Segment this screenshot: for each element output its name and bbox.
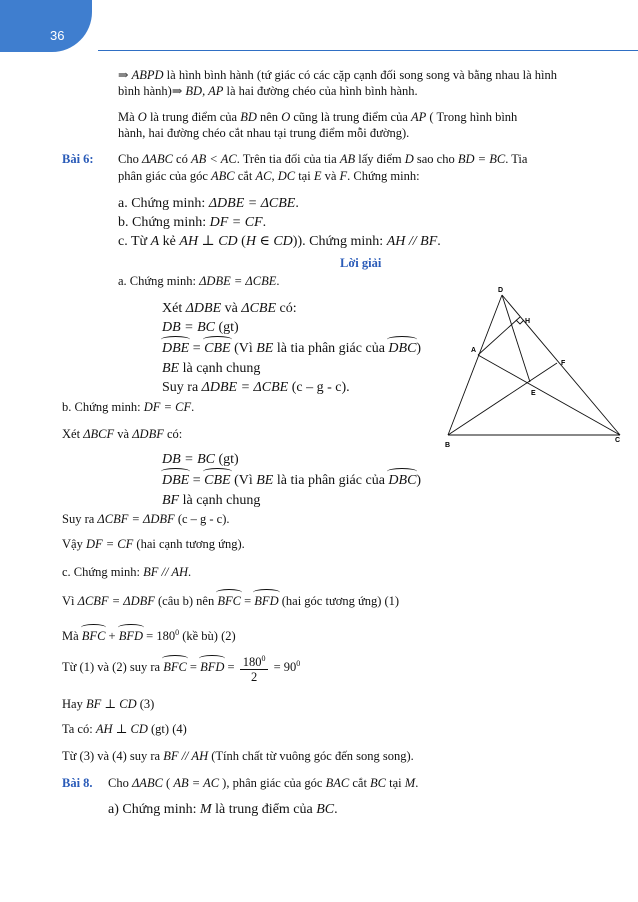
solution-b-consider: Xét ΔBCF và ΔDBF có: [62, 427, 183, 441]
solution-a-consider: Xét ΔDBE và ΔCBE có: [162, 301, 297, 316]
label-C: C [615, 437, 621, 444]
solution-part-c-heading: c. Chứng minh: BF // AH. [62, 565, 192, 579]
segment-DE [502, 295, 530, 382]
solution-b-step-3: BF là cạnh chung [162, 493, 261, 508]
page-header [0, 0, 638, 60]
solution-c-step-3: Từ (1) và (2) suy ra BFC = BFD = $\frac{180^0}{2}$ = $90^0$ [62, 654, 301, 685]
bai6-part-c: c. Từ A kẻ AH ⊥ CD (H ∈ CD)). Chứng minh: AH // BF. [118, 234, 441, 249]
bai8-label: Bài 8. [62, 776, 93, 790]
bai6-part-a: a. Chứng minh: ΔDBE = ΔCBE. [118, 196, 299, 211]
solution-a-step-3: BE là cạnh chung [162, 361, 261, 376]
solution-b-step-5: Vậy DF = CF (hai cạnh tương ứng). [62, 537, 245, 551]
solution-c-step-6: Từ (3) và (4) suy ra BF // AH (Tính chất từ vuông góc đến song song). [62, 749, 414, 763]
intro-line-2: bình hành)⇒ BD, AP là hai đường chéo của hình bình hành. [118, 84, 418, 98]
solution-a-step-1: DB = BC (gt) [162, 320, 239, 335]
bai8-part-a: a) Chứng minh: M là trung điểm của BC. [108, 802, 338, 817]
segment-AC [478, 355, 620, 435]
solution-part-a-heading: a. Chứng minh: ΔDBE = ΔCBE. [118, 274, 280, 288]
solution-a-step-4: Suy ra ΔDBE = ΔCBE (c – g - c). [162, 380, 350, 395]
right-angle-mark [516, 320, 524, 324]
solution-c-step-2: Mà BFC + BFD = $180^0$ (kề bù) (2) [62, 628, 236, 644]
solution-title: Lời giải [340, 256, 382, 270]
label-D: D [498, 287, 504, 294]
bai6-line-2: phân giác của góc ABC cắt AC, DC tại E và F. Chứng minh: [118, 169, 420, 183]
page-number-tab [0, 0, 92, 52]
label-F: F [561, 360, 566, 367]
bai6-label: Bài 6: [62, 152, 94, 166]
solution-b-step-1: DB = BC (gt) [162, 452, 239, 467]
solution-b-step-4: Suy ra ΔCBF = ΔDBF (c – g - c). [62, 512, 230, 526]
segment-DB [448, 295, 502, 435]
intro-line-1: ⇒ ABPD là hình bình hành (tứ giác có các cặp cạnh đối song song và bằng nhau là hình [118, 68, 558, 82]
solution-b-step-2: DBE = CBE (Vì BE là tia phân giác của DBC) [162, 473, 422, 488]
solution-c-step-4: Hay BF ⊥ CD (3) [62, 697, 155, 711]
bai6-part-b: b. Chứng minh: DF = CF. [118, 215, 267, 230]
bai8-line-1: Cho ΔABC ( AB = AC ), phân giác của góc BAC cắt BC tại M. [108, 776, 419, 790]
label-H: H [525, 318, 531, 325]
fraction-180-over-2: $\frac{180^0}{2}$ [240, 652, 269, 684]
page-number: 36 [50, 28, 65, 43]
solution-c-step-5: Ta có: AH ⊥ CD (gt) (4) [62, 722, 187, 736]
geometry-figure [440, 285, 630, 455]
label-E: E [531, 390, 536, 397]
solution-part-b-heading: b. Chứng minh: DF = CF. [62, 400, 195, 414]
label-B: B [445, 442, 451, 449]
segment-AH [478, 317, 520, 355]
segment-BF [448, 363, 557, 435]
solution-c-step-1: Vì ΔCBF = ΔDBF (câu b) nên BFC = BFD (hai góc tương ứng) (1) [62, 594, 400, 608]
intro-line-4: hành, hai đường chéo cắt nhau tại trung điểm mỗi đường). [118, 126, 410, 140]
header-divider [98, 50, 638, 51]
bai6-line-1: Cho ΔABC có AB < AC. Trên tia đối của tia AB lấy điểm D sao cho BD = BC. Tia [118, 152, 528, 166]
label-A: A [471, 347, 477, 354]
intro-line-3: Mà O là trung điểm của BD nên O cũng là trung điểm của AP ( Trong hình bình [118, 110, 518, 124]
solution-a-step-2: DBE = CBE (Vì BE là tia phân giác của DBC) [162, 341, 422, 356]
